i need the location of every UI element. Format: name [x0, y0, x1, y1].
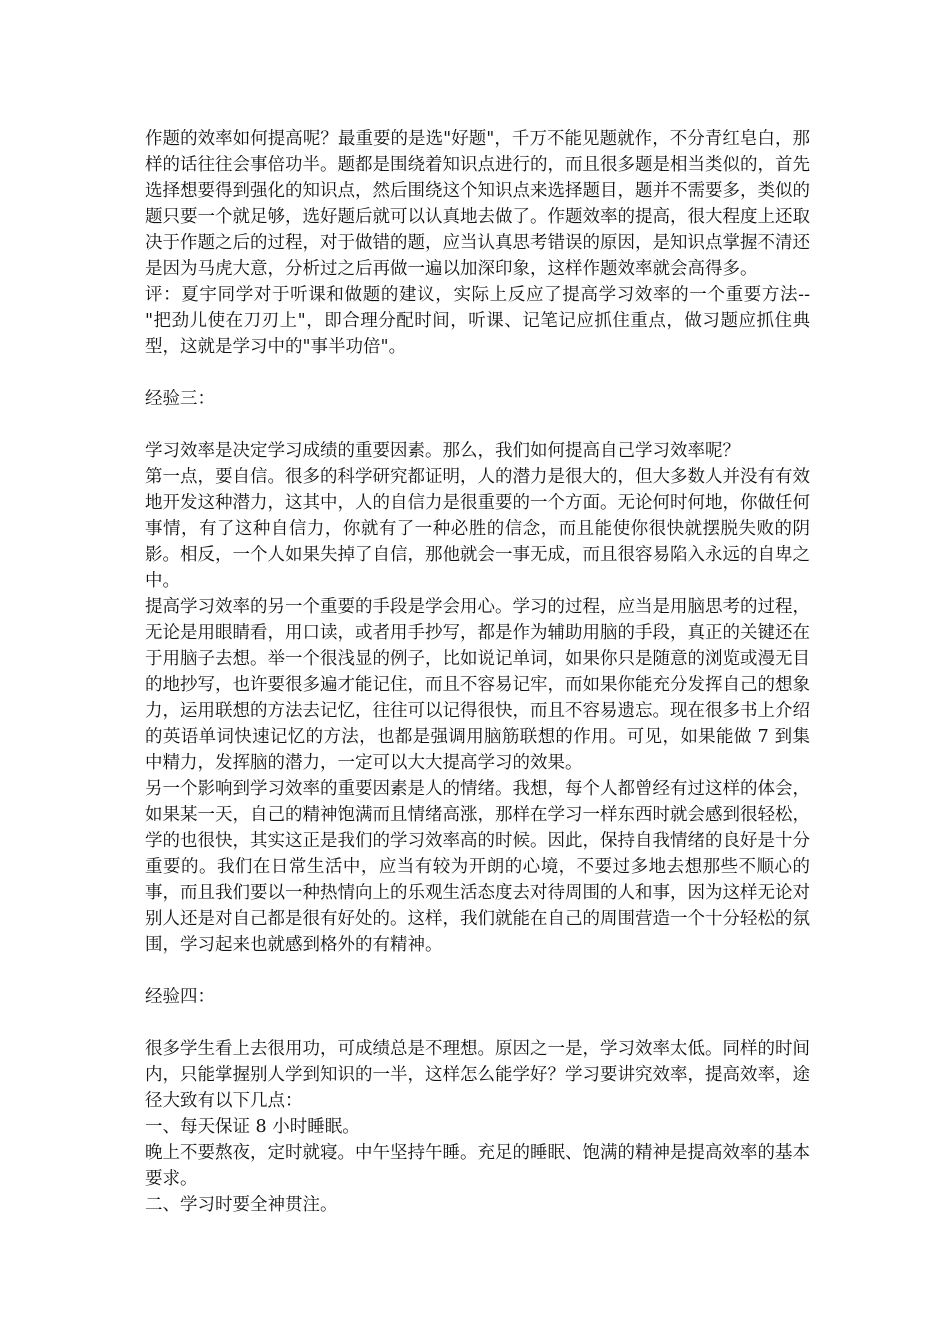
paragraph-sleep-detail: 晚上不要熬夜，定时就寝。中午坚持午睡。充足的睡眠、饱满的精神是提高效率的基本要求。 — [145, 1143, 810, 1189]
blank-line — [145, 360, 810, 386]
list-item-sleep: 一、每天保证 8 小时睡眠。 — [145, 1117, 360, 1137]
blank-line — [145, 958, 810, 984]
heading-experience-four: 经验四： — [145, 987, 215, 1007]
paragraph-low-efficiency: 很多学生看上去很用功，可成绩总是不理想。原因之一是，学习效率太低。同样的时间内，只能掌握别人学到知识的一半，这样怎么能学好？学习要讲究效率，提高效率，途径大致有以下几点： — [145, 1039, 810, 1111]
paragraph-intro-question: 学习效率是决定学习成绩的重要因素。那么，我们如何提高自己学习效率呢？ — [145, 441, 740, 461]
blank-line — [145, 412, 810, 438]
paragraph-emotion: 另一个影响到学习效率的重要因素是人的情绪。我想，每个人都曾经有过这样的体会，如果某一天，自己的精神饱满而且情绪高涨，那样在学习一样东西时就会感到很轻松，学的也很快，其实这正是我们的学习效率高的时候。因此，保持自我情绪的良好是十分重要的。我们在日常生活中，应当有较为开朗的心境，不要过多地去想那些不顺心的事，而且我们要以一种热情向上的乐观生活态度去对待周围的人和事，因为这样无论对别人还是对自己都是很有好处的。这样，我们就能在自己的周围营造一个十分轻松的氛围，学习起来也就感到格外的有精神。 — [145, 779, 810, 955]
paragraph-problem-efficiency: 作题的效率如何提高呢？最重要的是选"好题"，千万不能见题就作，不分青红皂白，那样的话往往会事倍功半。题都是围绕着知识点进行的，而且很多题是相当类似的，首先选择想要得到强化的知识点，然后围绕这个知识点来选择题目，题并不需要多，类似的题只要一个就足够，选好题后就可以认真地去做了。作题效率的提高，很大程度上还取决于作题之后的过程，对于做错的题，应当认真思考错误的原因，是知识点掌握不清还是因为马虎大意，分析过之后再做一遍以加深印象，这样作题效率就会高得多。 — [145, 129, 810, 279]
paragraph-use-mind: 提高学习效率的另一个重要的手段是学会用心。学习的过程，应当是用脑思考的过程，无论是用眼睛看，用口读，或者用手抄写，都是作为辅助用脑的手段，真正的关键还在于用脑子去想。举一个很浅显的例子，比如说记单词，如果你只是随意的浏览或漫无目的地抄写，也许要很多遍才能记住，而且不容易记牢，而如果你能充分发挥自己的想象力，运用联想的方法去记忆，往往可以记得很快，而且不容易遗忘。现在很多书上介绍的英语单词快速记忆的方法，也都是强调用脑筋联想的作用。可见，如果能做 7 到集中精力，发挥脑的潜力，一定可以大大提高学习的效果。 — [145, 597, 810, 773]
list-item-focus: 二、学习时要全神贯注。 — [145, 1195, 338, 1215]
heading-experience-three: 经验三： — [145, 389, 215, 409]
blank-line — [145, 1010, 810, 1036]
paragraph-comment: 评：夏宇同学对于听课和做题的建议，实际上反应了提高学习效率的一个重要方法--"把劲儿使在刀刃上"，即合理分配时间，听课、记笔记应抓住重点，做习题应抓住典型，这就是学习中的"事半功倍"。 — [145, 285, 810, 357]
document-body — [145, 126, 810, 1218]
paragraph-confidence: 第一点，要自信。很多的科学研究都证明，人的潜力是很大的，但大多数人并没有有效地开发这种潜力，这其中，人的自信力是很重要的一个方面。无论何时何地，你做任何事情，有了这种自信力，你就有了一种必胜的信念，而且能使你很快就摆脱失败的阴影。相反，一个人如果失掉了自信，那他就会一事无成，而且很容易陷入永远的自卑之中。 — [145, 467, 810, 591]
